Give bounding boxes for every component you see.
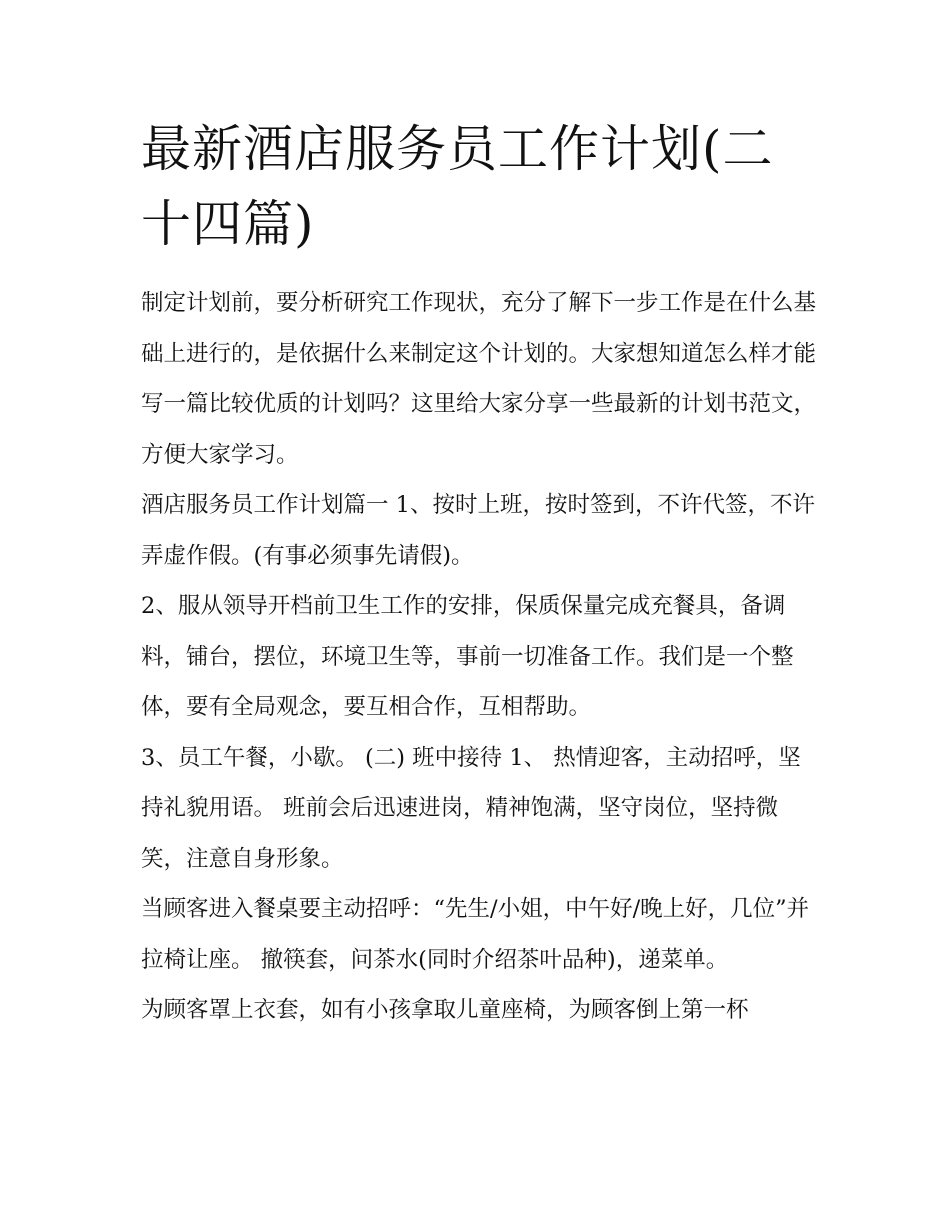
- paragraph-plan-3: 3、员工午餐，小歇。 (二) 班中接待 1、 热情迎客，主动招呼，坚持礼貌用语。 班前会后迅速进岗，精神饱满，坚守岗位，坚持微笑，注意自身形象。: [141, 744, 801, 872]
- paragraph-intro: 制定计划前，要分析研究工作现状，充分了解下一步工作是在什么基础上进行的，是依据什么来制定这个计划的。大家想知道怎么样才能写一篇比较优质的计划吗？这里给大家分享一些最新的计划书范文，方便大家学习。: [141, 290, 817, 468]
- document-title: 最新酒店服务员工作计划(二十四篇): [141, 120, 774, 253]
- document-content: [141, 112, 821, 1036]
- paragraph-greeting: 当顾客进入餐桌要主动招呼：“先生/小姐，中午好/晚上好，几位”并拉椅让座。 撤筷套，问茶水(同时介绍茶叶品种)，递菜单。: [141, 896, 810, 973]
- paragraph-service: 为顾客罩上衣套，如有小孩拿取儿童座椅，为顾客倒上第一杯: [141, 997, 749, 1023]
- paragraph-plan-2: 2、服从领导开档前卫生工作的安排，保质保量完成充餐具，备调料，铺台，摆位，环境卫生等，事前一切准备工作。我们是一个整体，要有全局观念，要互相合作，互相帮助。: [141, 593, 794, 720]
- paragraph-plan-1: 酒店服务员工作计划篇一 1、按时上班，按时签到，不许代签，不许弄虚作假。(有事必须事先请假)。: [141, 492, 815, 569]
